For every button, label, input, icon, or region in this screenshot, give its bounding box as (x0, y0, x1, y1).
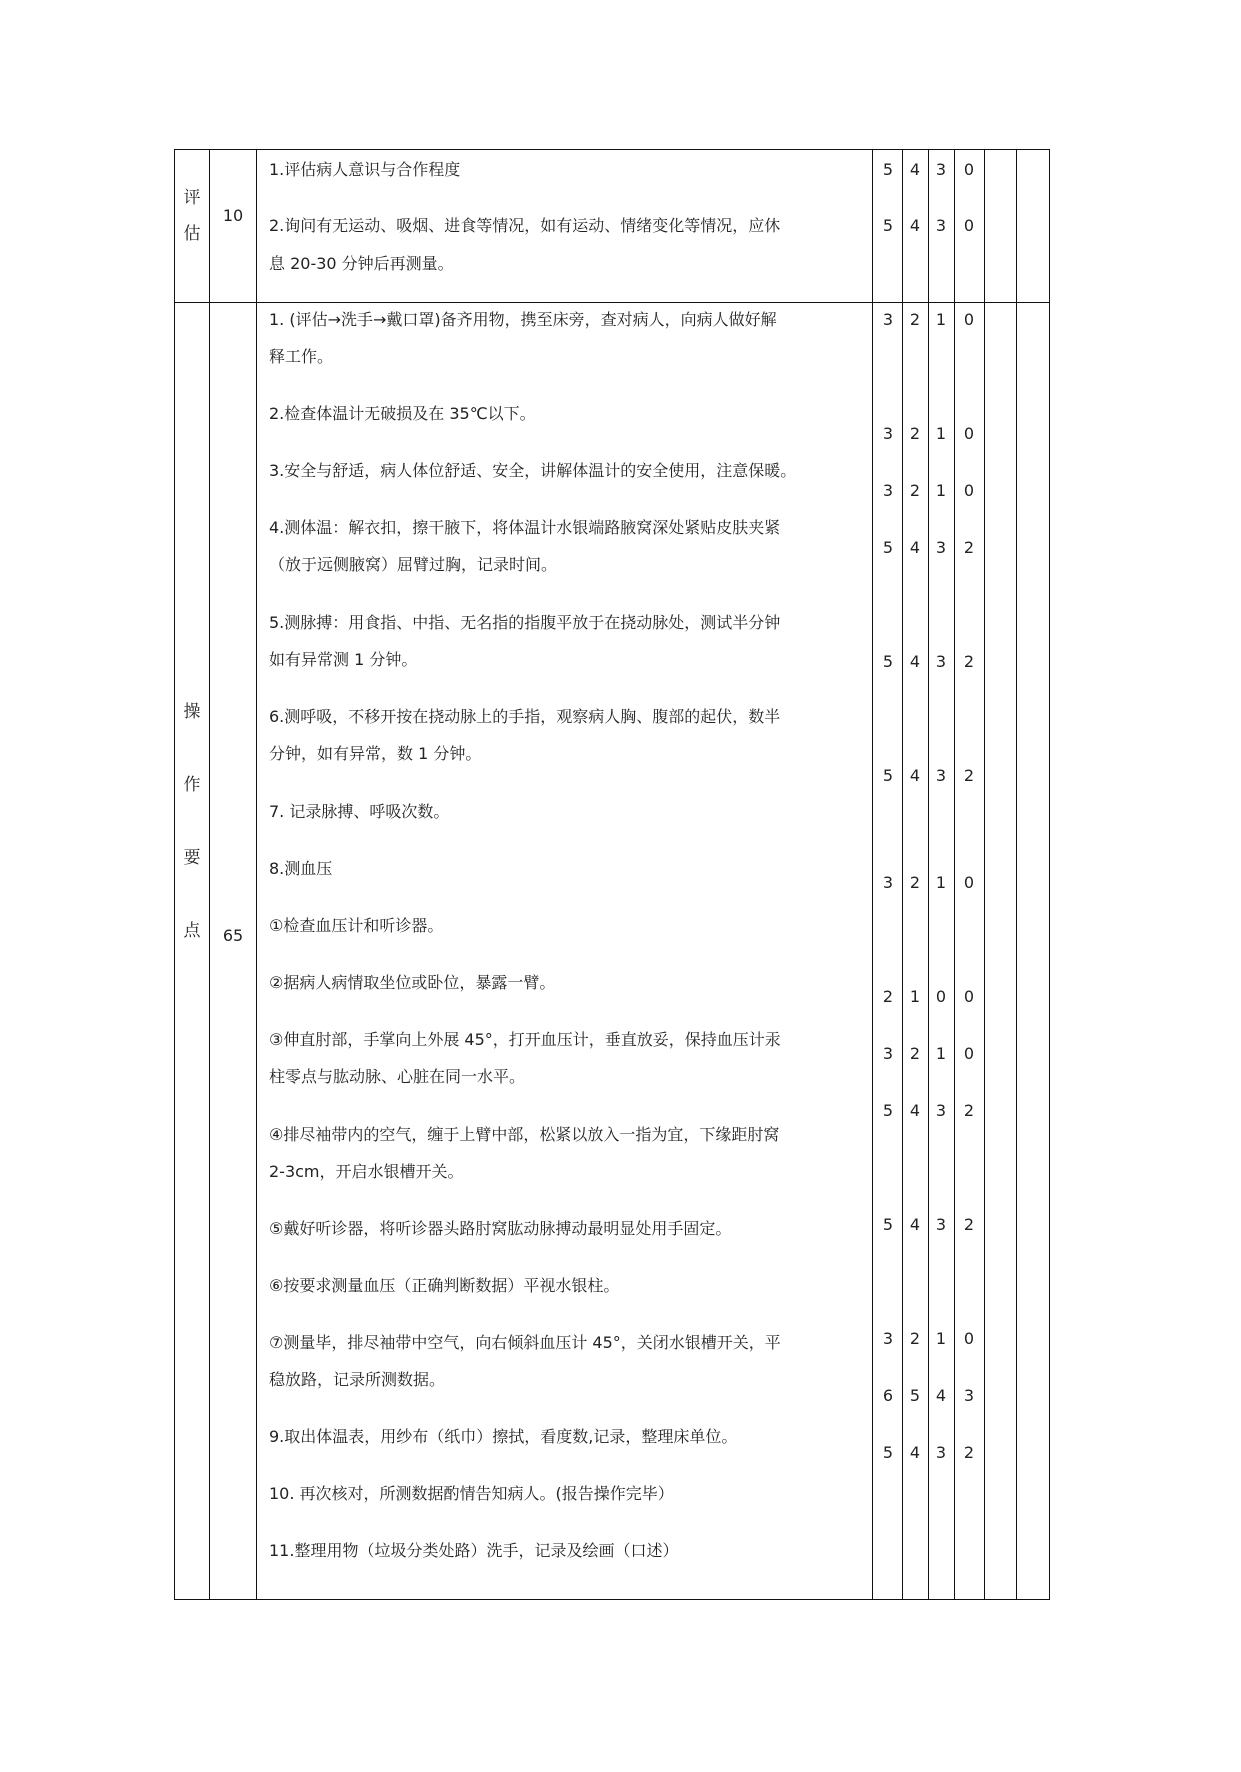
section-label-char: 操 (183, 702, 201, 722)
item-line: 2-3cm，开启水银槽开关。 (269, 1162, 464, 1181)
section-label-char: 点 (183, 921, 201, 941)
item-line: ③伸直肘部，手掌向上外展 45°，打开血压计，垂直放妥，保持血压计汞 (269, 1030, 781, 1049)
score-cell: 3 (882, 481, 894, 500)
score-cell: 4 (909, 1101, 921, 1120)
score-cell: 3 (935, 766, 947, 785)
score-cell: 4 (909, 766, 921, 785)
score-cell: 3 (882, 873, 894, 892)
score-cell: 0 (963, 424, 975, 443)
score-cell: 0 (963, 216, 975, 235)
table-top-border (174, 149, 1050, 150)
score-cell: 3 (963, 1386, 975, 1405)
score-cell: 0 (963, 481, 975, 500)
item-line: （放于远侧腋窝）屈臂过胸，记录时间。 (269, 555, 558, 574)
score-cell: 2 (909, 1329, 921, 1348)
score-cell: 5 (882, 1443, 894, 1462)
score-cell: 2 (963, 1443, 975, 1462)
col-border-left (174, 149, 175, 1600)
item-line: 1.评估病人意识与合作程度 (269, 160, 461, 179)
score-cell: 4 (909, 1215, 921, 1234)
score-cell: 4 (909, 216, 921, 235)
score-cell: 1 (909, 987, 921, 1006)
score-cell: 0 (963, 987, 975, 1006)
score-cell: 5 (882, 766, 894, 785)
score-cell: 5 (882, 216, 894, 235)
score-cell: 3 (882, 1329, 894, 1348)
item-line: ⑤戴好听诊器，将听诊器头路肘窝肱动脉搏动最明显处用手固定。 (269, 1219, 732, 1238)
score-cell: 5 (909, 1386, 921, 1405)
score-cell: 1 (935, 481, 947, 500)
score-cell: 0 (963, 1044, 975, 1063)
col-border-right (1049, 149, 1050, 1600)
score-cell: 3 (935, 1101, 947, 1120)
item-line: 释工作。 (269, 347, 334, 366)
score-cell: 0 (963, 310, 975, 329)
item-line: ⑥按要求测量血压（正确判断数据）平视水银柱。 (269, 1276, 620, 1295)
col-border-d (984, 149, 985, 1600)
item-line: ⑦测量毕，排尽袖带中空气，向右倾斜血压计 45°，关闭水银槽开关，平 (269, 1333, 781, 1352)
item-line: 4.测体温：解衣扣，擦干腋下，将体温计水银端路腋窝深处紧贴皮肤夹紧 (269, 518, 781, 537)
item-line: ④排尽袖带内的空气，缠于上臂中部，松紧以放入一指为宜，下缘距肘窝 (269, 1125, 780, 1144)
score-cell: 3 (935, 1215, 947, 1234)
score-cell: 5 (882, 1215, 894, 1234)
score-cell: 0 (963, 1329, 975, 1348)
item-line: 11.整理用物（垃圾分类处路）洗手，记录及绘画（口述） (269, 1541, 679, 1560)
score-cell: 3 (882, 310, 894, 329)
score-cell: 2 (909, 424, 921, 443)
col-border-points (256, 149, 257, 1600)
col-border-content (872, 149, 873, 1600)
score-cell: 3 (935, 1443, 947, 1462)
score-cell: 1 (935, 310, 947, 329)
score-cell: 3 (882, 1044, 894, 1063)
item-line: 5.测脉搏：用食指、中指、无名指的指腹平放于在挠动脉处，测试半分钟 (269, 613, 781, 632)
item-line: 7. 记录脉搏、呼吸次数。 (269, 802, 450, 821)
score-cell: 4 (909, 1443, 921, 1462)
item-line: 6.测呼吸，不移开按在挠动脉上的手指，观察病人胸、腹部的起伏，数半 (269, 707, 781, 726)
score-cell: 2 (909, 873, 921, 892)
score-cell: 5 (882, 538, 894, 557)
score-cell: 2 (909, 481, 921, 500)
section-label-char: 估 (183, 224, 201, 244)
score-cell: 3 (935, 652, 947, 671)
score-cell: 2 (909, 1044, 921, 1063)
item-line: 1. (评估→洗手→戴口罩)备齐用物，携至床旁，查对病人，向病人做好解 (269, 310, 777, 329)
score-cell: 0 (963, 160, 975, 179)
item-line: 2.检查体温计无破损及在 35℃以下。 (269, 404, 536, 423)
score-cell: 0 (935, 987, 947, 1006)
item-line: 息 20-30 分钟后再测量。 (269, 254, 454, 273)
score-cell: 2 (963, 1215, 975, 1234)
score-cell: 2 (963, 538, 975, 557)
section-label-char: 要 (183, 848, 201, 868)
score-cell: 4 (935, 1386, 947, 1405)
col-border-c (954, 149, 955, 1600)
section-points: 65 (222, 926, 244, 945)
item-line: ②据病人病情取坐位或卧位，暴露一臂。 (269, 973, 556, 992)
score-cell: 5 (882, 652, 894, 671)
col-border-label (209, 149, 210, 1600)
score-cell: 2 (882, 987, 894, 1006)
item-line: ①检查血压计和听诊器。 (269, 916, 444, 935)
item-line: 稳放路，记录所测数据。 (269, 1370, 446, 1389)
score-cell: 6 (882, 1386, 894, 1405)
score-cell: 2 (963, 652, 975, 671)
score-cell: 4 (909, 652, 921, 671)
score-cell: 4 (909, 538, 921, 557)
score-cell: 5 (882, 1101, 894, 1120)
section-label-char: 评 (183, 188, 201, 208)
score-cell: 2 (963, 1101, 975, 1120)
item-line: 柱零点与肱动脉、心脏在同一水平。 (269, 1067, 526, 1086)
score-cell: 4 (909, 160, 921, 179)
score-cell: 1 (935, 424, 947, 443)
score-cell: 1 (935, 873, 947, 892)
score-cell: 1 (935, 1329, 947, 1348)
score-cell: 0 (963, 873, 975, 892)
score-cell: 3 (935, 160, 947, 179)
score-cell: 1 (935, 1044, 947, 1063)
score-cell: 3 (935, 216, 947, 235)
section-points: 10 (222, 206, 244, 225)
table-bottom-border (174, 1599, 1050, 1600)
score-cell: 3 (935, 538, 947, 557)
score-cell: 5 (882, 160, 894, 179)
section-label-char: 作 (183, 775, 201, 795)
item-line: 3.安全与舒适，病人体位舒适、安全，讲解体温计的安全使用，注意保暖。 (269, 461, 797, 480)
item-line: 9.取出体温表，用纱布（纸巾）擦拭，看度数,记录，整理床单位。 (269, 1427, 738, 1446)
section-divider (174, 302, 1050, 303)
item-line: 10. 再次核对，所测数据酌情告知病人。(报告操作完毕） (269, 1484, 674, 1503)
item-line: 分钟，如有异常，数 1 分钟。 (269, 744, 482, 763)
item-line: 2.询问有无运动、吸烟、进食等情况，如有运动、情绪变化等情况，应休 (269, 216, 781, 235)
col-border-e (1016, 149, 1017, 1600)
item-line: 8.测血压 (269, 859, 333, 878)
score-cell: 2 (963, 766, 975, 785)
item-line: 如有异常测 1 分钟。 (269, 650, 418, 669)
score-cell: 2 (909, 310, 921, 329)
score-cell: 3 (882, 424, 894, 443)
